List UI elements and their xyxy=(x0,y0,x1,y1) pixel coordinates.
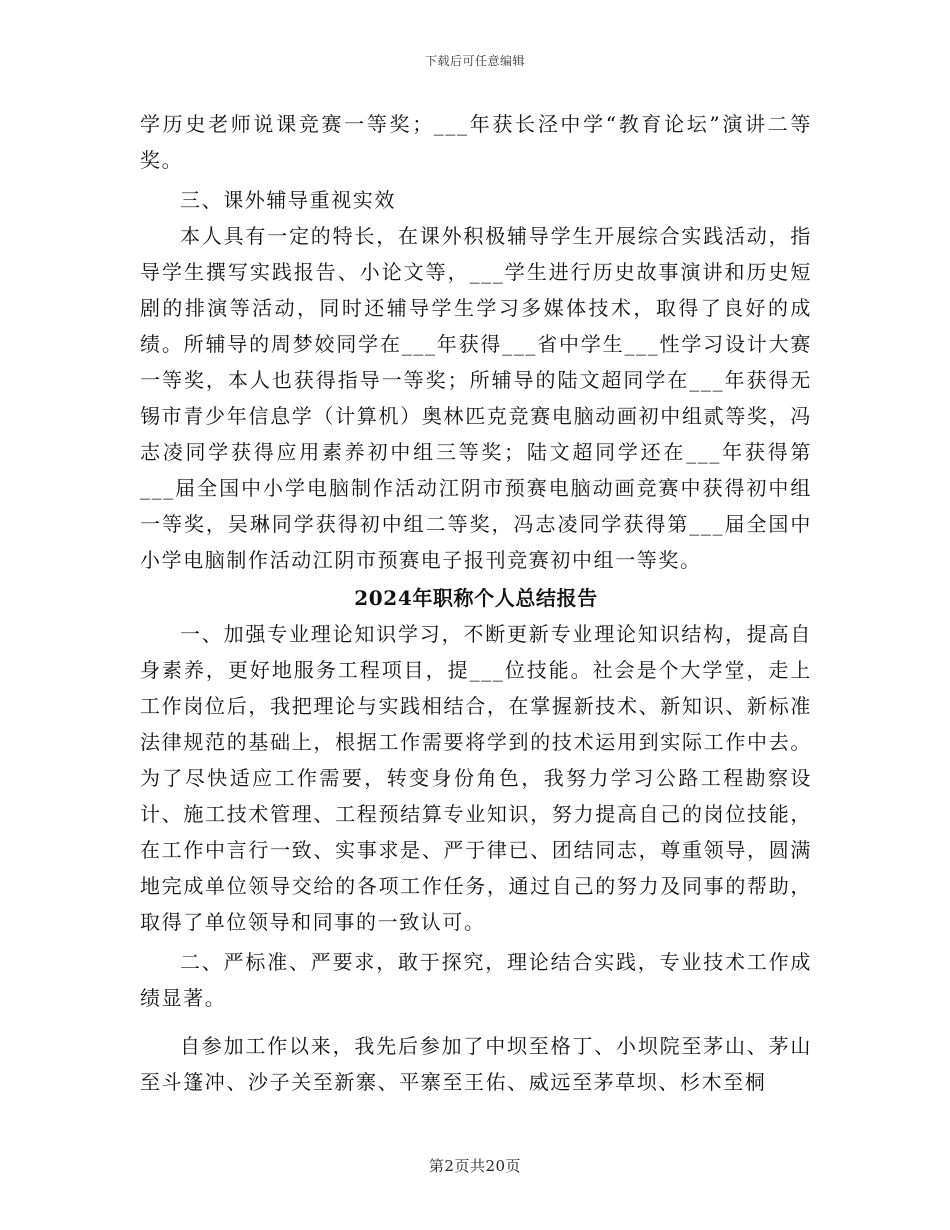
part-two-paragraph: 二、严标准、严要求，敢于探究，理论结合实践，专业技术工作成绩显著。 xyxy=(140,950,812,1010)
part-one-paragraph: 一、加强专业理论知识学习，不断更新专业理论知识结构，提高自身素养，更好地服务工程项目，提___位技能。社会是个大学堂，走上工作岗位后，我把理论与实践相结合，在掌握新技术、新知识、新标准法律规范的基础上，根据工作需要将学到的技术运用到实际工作中去。为了尽快适应工作需要，转变身份角色，我努力学习公路工程勘察设计、施工技术管理、工程预结算专业知识，努力提高自己的岗位技能，在工作中言行一致、实事求是、严于律已、团结同志，尊重领导，圆满地完成单位领导交给的各项工作任务，通过自己的努力及同事的帮助，取得了单位领导和同事的一致认可。 xyxy=(140,622,812,934)
document-title: 2024年职称个人总结报告 xyxy=(354,586,598,610)
part-three-paragraph: 自参加工作以来，我先后参加了中坝至格丁、小坝院至茅山、茅山至斗篷冲、沙子关至新寨、平寨至王佑、威远至茅草坝、杉木至桐 xyxy=(140,1034,812,1094)
continuation-paragraph: 学历史老师说课竞赛一等奖；___年获长泾中学“教育论坛”演讲二等奖。 xyxy=(140,112,812,172)
document-body xyxy=(140,106,812,1100)
section-three-heading: 三、课外辅导重视实效 xyxy=(180,188,396,212)
page-header-note: 下载后可任意编辑 xyxy=(424,54,525,68)
page-number: 第2页共20页 xyxy=(428,1157,522,1175)
section-three-paragraph: 本人具有一定的特长，在课外积极辅导学生开展综合实践活动，指导学生撰写实践报告、小论文等，___学生进行历史故事演讲和历史短剧的排演等活动，同时还辅导学生学习多媒体技术，取得了良好的成绩。所辅导的周梦姣同学在___年获得___省中学生___性学习设计大赛一等奖，本人也获得指导一等奖；所辅导的陆文超同学在___年获得无锡市青少年信息学（计算机）奥林匹克竞赛电脑动画初中组贰等奖，冯志凌同学获得应用素养初中组三等奖；陆文超同学还在___年获得第___届全国中小学电脑制作活动江阴市预赛电脑动画竞赛中获得初中组一等奖，吴琳同学获得初中组二等奖，冯志凌同学获得第___届全国中小学电脑制作活动江阴市预赛电子报刊竞赛初中组一等奖。 xyxy=(140,224,812,572)
